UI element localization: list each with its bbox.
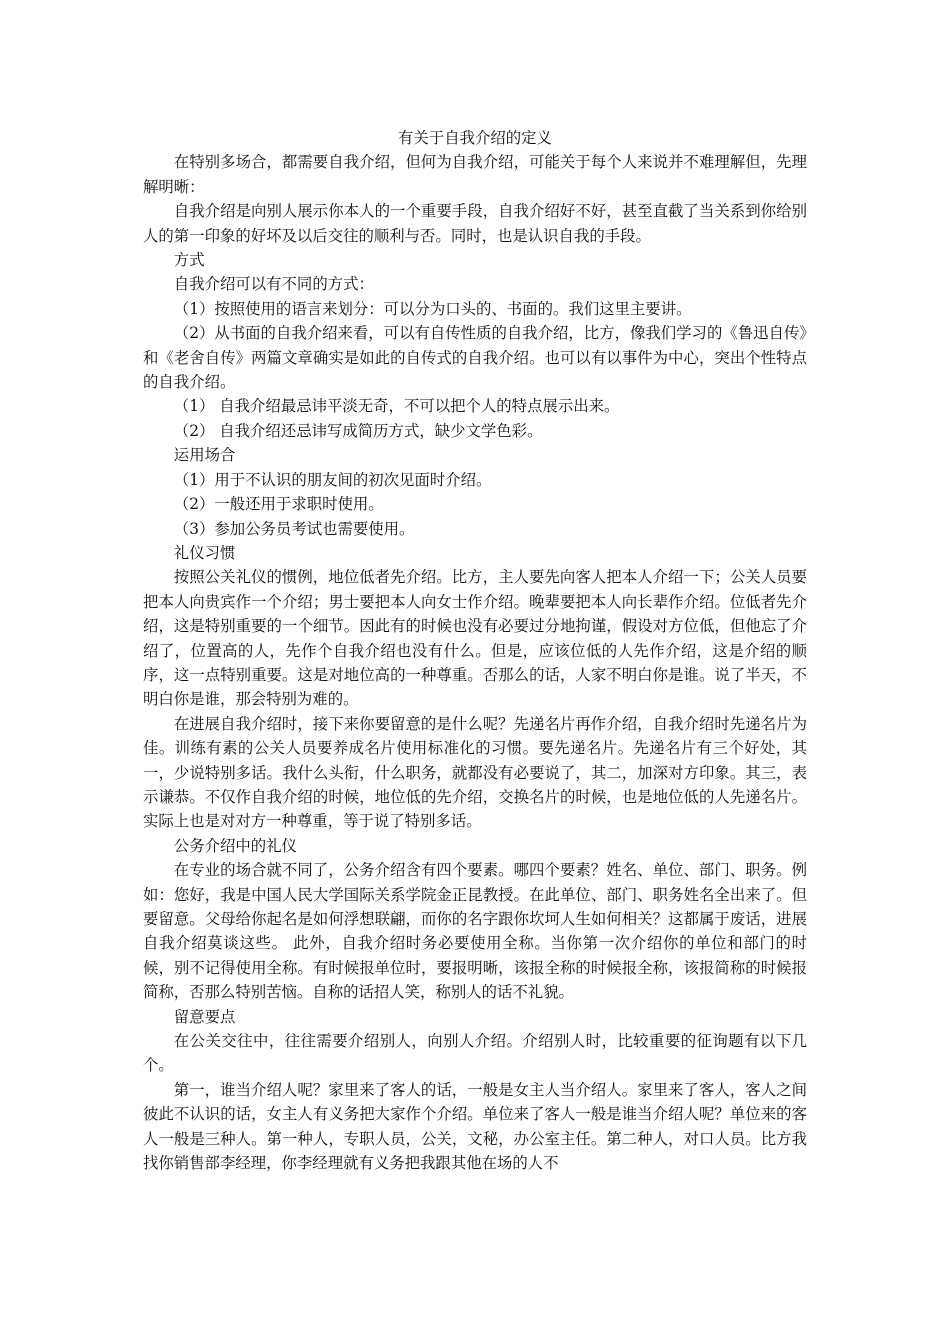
- section-heading-etiquette: 礼仪习惯: [173, 543, 236, 562]
- paragraph: 自我介绍是向别人展示你本人的一个重要手段，自我介绍好不好，甚至直截了当关系到你给别人的第一印象的好坏及以后交往的顺利与否。同时，也是认识自我的手段。: [143, 202, 807, 245]
- list-item: （2） 自我介绍还忌讳写成简历方式，缺少文学色彩。: [173, 421, 543, 440]
- paragraph: 在特别多场合，都需要自我介绍，但何为自我介绍，可能关于每个人来说并不难理解但，先理解明晰：: [143, 153, 807, 196]
- section-heading-methods: 方式: [173, 251, 205, 270]
- list-item: （3）参加公务员考试也需要使用。: [173, 519, 415, 538]
- list-item: （1）按照使用的语言来划分：可以分为口头的、书面的。我们这里主要讲。: [173, 299, 692, 318]
- section-heading-official: 公务介绍中的礼仪: [173, 836, 297, 855]
- document-title: 有关于自我介绍的定义: [398, 129, 552, 147]
- section-heading-points: 留意要点: [173, 1007, 236, 1026]
- paragraph: 第一，谁当介绍人呢？家里来了客人的话，一般是女主人当介绍人。家里来了客人，客人之间彼此不认识的话，女主人有义务把大家作个介绍。单位来了客人一般是谁当介绍人呢？单位来的客人一般是三种人。第一种人，专职人员，公关，文秘，办公室主任。第二种人，对口人员。比方我找你销售部李经理，你李经理就有义务把我跟其他在场的人不: [143, 1080, 807, 1173]
- document-page: [143, 126, 807, 1175]
- list-item: （1）用于不认识的朋友间的初次见面时介绍。: [173, 470, 492, 489]
- paragraph: 在专业的场合就不同了，公务介绍含有四个要素。哪四个要素？姓名、单位、部门、职务。例如：您好，我是中国人民大学国际关系学院金正昆教授。在此单位、部门、职务姓名全出来了。但要留意。父母给你起名是如何浮想联翩，而你的名字跟你坎坷人生如何相关？这都属于废话，进展自我介绍莫谈这些。 此外，自我介绍时务必要使用全称。当你第一次介绍你的单位和部门的时候，别不记得使用全称。有时候报单位时，要报明晰，该报全称的时候报全称，该报简称的时候报简称，否那么特别苦恼。自称的话招人笑，称别人的话不礼貌。: [143, 861, 807, 1002]
- paragraph: 在公关交往中，往往需要介绍别人，向别人介绍。介绍别人时，比较重要的征询题有以下几个。: [143, 1032, 807, 1075]
- list-item: （1） 自我介绍最忌讳平淡无奇，不可以把个人的特点展示出来。: [173, 397, 620, 416]
- paragraph: 按照公关礼仪的惯例，地位低者先介绍。比方，主人要先向客人把本人介绍一下；公关人员要把本人向贵宾作一个介绍；男士要把本人向女士作介绍。晚辈要把本人向长辈作介绍。位低者先介绍，这是特别重要的一个细节。因此有的时候也没有必要过分地拘谨，假设对方位低，但他忘了介绍了，位置高的人，先作个自我介绍也没有什么。但是，应该位低的人先作介绍，这是介绍的顺序，这一点特别重要。这是对地位高的一种尊重。否那么的话，人家不明白你是谁。说了半天，不明白你是谁，那会特别为难的。: [143, 568, 807, 709]
- paragraph: 自我介绍可以有不同的方式：: [173, 275, 374, 294]
- list-item: （2）一般还用于求职时使用。: [173, 495, 384, 514]
- paragraph: 在进展自我介绍时，接下来你要留意的是什么呢？先递名片再作介绍，自我介绍时先递名片为佳。训练有素的公关人员要养成名片使用标准化的习惯。要先递名片。先递名片有三个好处，其一，少说特别多话。我什么头衔，什么职务，就都没有必要说了，其二，加深对方印象。其三，表示谦恭。不仅作自我介绍的时候，地位低的先介绍，交换名片的时候，也是地位低的人先递名片。实际上也是对对方一种尊重，等于说了特别多话。: [143, 714, 807, 831]
- list-item: （2）从书面的自我介绍来看，可以有自传性质的自我介绍，比方，像我们学习的《鲁迅自传》和《老舍自传》两篇文章确实是如此的自传式的自我介绍。也可以有以事件为中心，突出个性特点的自我介绍。: [143, 324, 807, 392]
- section-heading-usage: 运用场合: [173, 446, 236, 465]
